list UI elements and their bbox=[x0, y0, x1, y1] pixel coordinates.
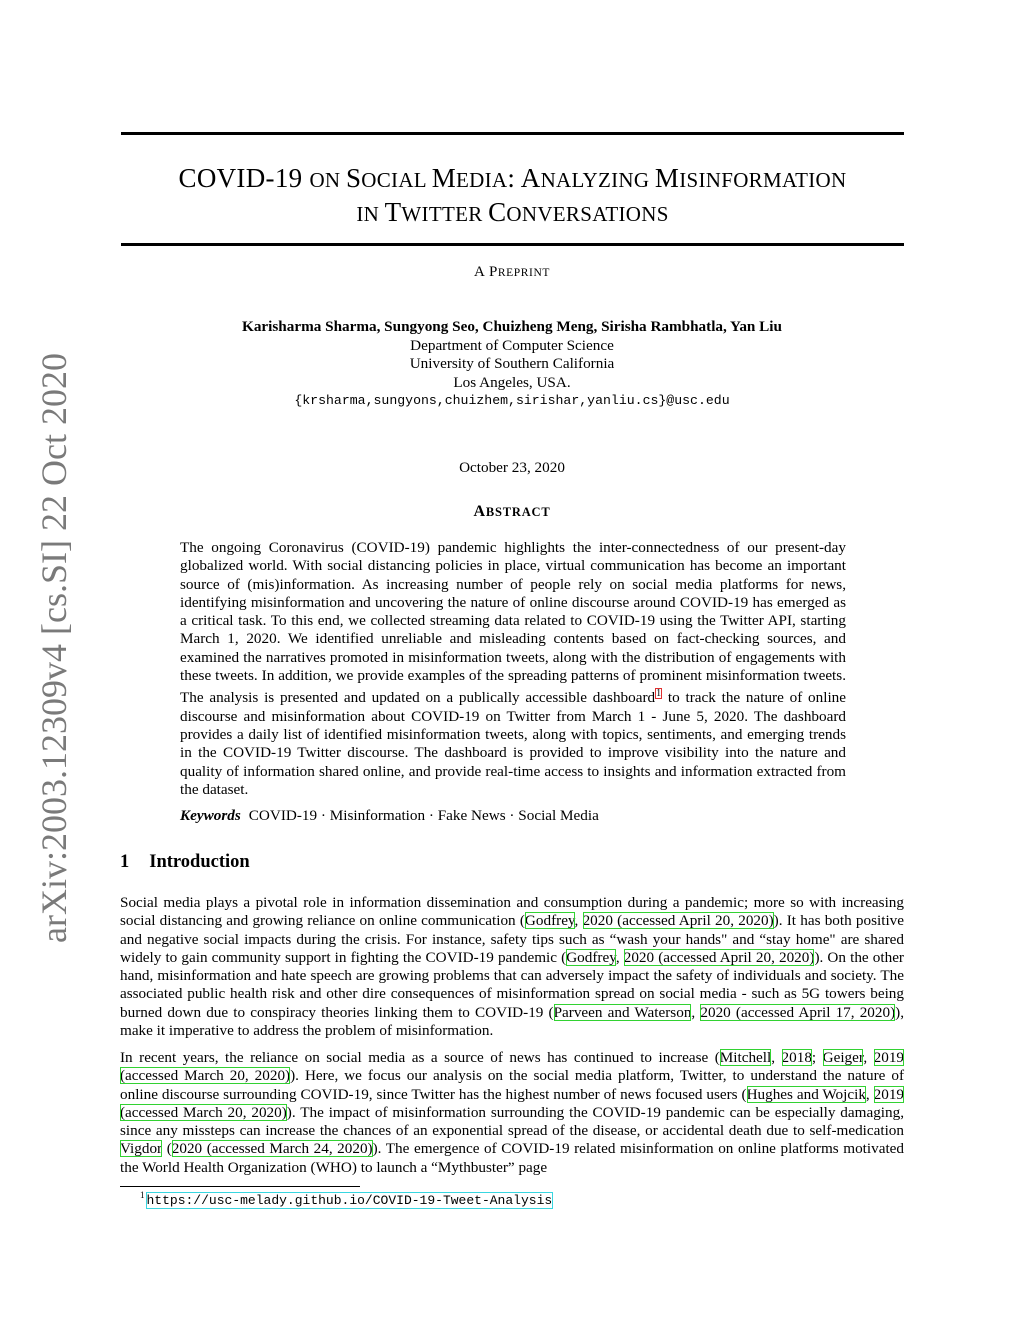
title-top-rule bbox=[121, 132, 904, 135]
location: Los Angeles, USA. bbox=[453, 373, 571, 391]
footnote-link-1[interactable]: 1 bbox=[656, 688, 662, 700]
paper-title-line-2 bbox=[110, 196, 915, 231]
citation-link[interactable]: 2019 (accessed March 20, 2020) bbox=[120, 1049, 904, 1085]
author-block bbox=[0, 318, 1024, 411]
citation-link[interactable]: Geiger bbox=[822, 1049, 864, 1066]
abstract-text: The ongoing Coronavirus (COVID-19) pandemic highlights the inter-connectedness of our present-day globalized world. With social distancing policies in place, virtual communication has become an important source of (mis)information. As increasing number of people rely on social media platforms for news, identifying misinformation and uncovering the nature of online discourse around COVID-19 has emerged as a critical task. To this end, we collected streaming data related to COVID-19 using the Twitter API, starting March 1, 2020. We identified unreliable and misleading contents based on fact-checking sources, and examined the narratives promoted in misinformation tweets, along with the distribution of engagements with these tweets. In addition, we provide examples of the spreading patterns of prominent misinformation tweets. The analysis is presented and updated on a publically accessible dashboard$^1$ to track the nature of online discourse and misinformation about COVID-19 on Twitter from March 1 - June 5, 2020. The dashboard provides a daily list of identified misinformation tweets, along with topics, sentiments, and emerging trends in the COVID-19 Twitter discourse. The dashboard is provided to improve visibility into the nature and quality of information shared online, and provide real-time access to insights and information extracted from the dataset. bbox=[180, 539, 846, 798]
author-names: Karisharma Sharma, Sungyong Seo, Chuizheng Meng, Sirisha Rambhatla, Yan Liu bbox=[242, 318, 782, 335]
title-segment: : A bbox=[507, 163, 541, 193]
title-segment: S bbox=[345, 163, 362, 193]
keywords-list: COVID-19 · Misinformation · Fake News · Social Media bbox=[248, 807, 599, 824]
title-segment: C bbox=[488, 197, 507, 227]
citation-link[interactable]: Vigdor bbox=[120, 1140, 163, 1158]
university: University of Southern California bbox=[409, 355, 615, 372]
citation-link[interactable]: Godfrey bbox=[524, 912, 575, 930]
title-segment: WITTER bbox=[401, 202, 489, 226]
title-segment: ONVERSATIONS bbox=[506, 202, 669, 226]
citation-link[interactable]: 2018 bbox=[781, 1049, 812, 1066]
abstract-heading: ABSTRACT bbox=[473, 503, 551, 520]
citation-link[interactable]: Hughes and Wojcik bbox=[746, 1085, 866, 1103]
arxiv-identifier: arXiv:2003.12309v4 [cs.SI] 22 Oct 2020 bbox=[34, 353, 74, 943]
footnote-rule bbox=[120, 1186, 360, 1187]
paper-title-line-1 bbox=[110, 162, 915, 197]
preprint-label: A PREPRINT bbox=[473, 264, 551, 280]
title-bottom-rule bbox=[121, 243, 904, 246]
title-segment: NALYZING bbox=[540, 168, 655, 192]
keywords-line bbox=[180, 807, 846, 825]
title-segment: IN bbox=[356, 202, 385, 226]
citation-link[interactable]: 2020 (accessed April 20, 2020) bbox=[582, 912, 774, 930]
title-segment: OCIAL bbox=[361, 168, 432, 192]
title-segment: COVID-19 bbox=[178, 163, 310, 193]
citation-link[interactable]: Parveen and Waterson bbox=[553, 1003, 692, 1021]
keywords-label: Keywords bbox=[180, 807, 241, 824]
citation-link[interactable]: 2020 (accessed April 20, 2020) bbox=[623, 948, 815, 966]
citation-link[interactable]: 2020 (accessed March 24, 2020) bbox=[171, 1140, 373, 1158]
paper-date: October 23, 2020 bbox=[459, 459, 565, 476]
title-segment: M bbox=[654, 163, 680, 193]
title-segment: M bbox=[431, 163, 457, 193]
citation-link[interactable]: Mitchell bbox=[719, 1049, 772, 1066]
title-segment: EDIA bbox=[456, 168, 508, 192]
title-segment: ON bbox=[309, 168, 346, 192]
intro-paragraph-1: Social media plays a pivotal role in information dissemination and consumption during a pandemic; more so with increasing social distancing and growing reliance on online communication (Godfrey, 2020 (accessed April 20, 2020)). It has both positive and negative social impacts during the crisis. For instance, safety tips such as “wash your hands" and “stay home" are shared widely to gain community support in fighting the COVID-19 pandemic (Godfrey, 2020 (accessed April 20, 2020)). On the other hand, misinformation and hate speech are growing problems that can adversely impact the safety of individuals and society. The associated public health risk and other dire consequences of misinformation spread on social media - such as 5G towers being burned down due to conspiracy theories linking them to COVID-19 (Parveen and Waterson, 2020 (accessed April 17, 2020)), make it imperative to address the problem of misinformation. bbox=[120, 894, 905, 1040]
dashboard-url-link[interactable]: https://usc-melady.github.io/COVID-19-Tweet-Analysis bbox=[146, 1193, 553, 1208]
citation-link[interactable]: Godfrey bbox=[566, 948, 616, 966]
title-segment: ISINFORMATION bbox=[679, 168, 847, 192]
intro-paragraph-2: In recent years, the reliance on social media as a source of news has continued to increase (Mitchell, 2018; Geiger, 2019 (accessed March 20, 2020)). Here, we focus our analysis on the social media platform, Twitter, to understand the nature of online discourse surrounding COVID-19, since Twitter has the highest number of news focused users (Hughes and Wojcik, 2019 (accessed March 20, 2020)). The impact of misinformation surrounding the COVID-19 pandemic can be especially damaging, since any missteps can increase the chances of an exponential spread of the disease, or accidental death due to self-medication Vigdor (2020 (accessed March 24, 2020)). The emergence of COVID-19 related misinformation on online platforms motivated the World Health Organization (WHO) to launch a “Mythbuster” page bbox=[120, 1049, 905, 1176]
citation-link[interactable]: 2020 (accessed April 17, 2020) bbox=[700, 1003, 896, 1021]
title-segment: T bbox=[384, 197, 402, 227]
author-emails[interactable]: {krsharma,sungyons,chuizhem,sirishar,yanliu.cs}@usc.edu bbox=[294, 393, 730, 408]
citation-link[interactable]: 2019 (accessed March 20, 2020) bbox=[120, 1085, 905, 1121]
department: Department of Computer Science bbox=[410, 336, 614, 354]
section-heading-introduction: 1 Introduction bbox=[120, 852, 250, 872]
footnote: $^1$ https://usc-melady.github.io/COVID-19-Tweet-Analysis bbox=[140, 1190, 553, 1208]
